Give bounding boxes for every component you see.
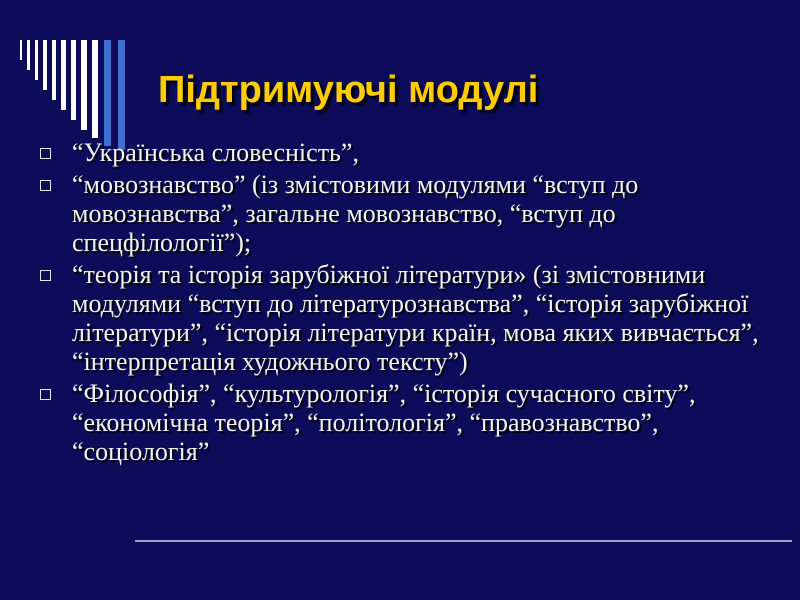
bullet-list	[40, 138, 780, 469]
bullet-item	[40, 379, 780, 466]
decorative-stripes	[20, 40, 140, 150]
slide-title: Підтримуючі модулі	[158, 69, 539, 111]
hollow-square-icon	[40, 180, 51, 191]
hollow-square-icon	[40, 148, 51, 159]
hollow-square-icon	[40, 270, 51, 281]
bullet-item	[40, 260, 780, 376]
bottom-divider	[135, 540, 792, 542]
bullet-text: “мовознавство” (із змістовими модулями “вступ до мовознавства”, загальне мовознавство, “вступ до спецфілології”);	[72, 170, 639, 257]
hollow-square-icon	[40, 389, 51, 400]
bullet-item	[40, 138, 780, 167]
bullet-text: “Філософія”, “культурологія”, “історія сучасного світу”, “економічна теорія”, “політологія”, “правознавство”, “соціологія”	[72, 379, 696, 466]
bullet-text: “Українська словесність”,	[72, 138, 359, 167]
bullet-item	[40, 170, 780, 257]
bullet-text: “теорія та історія зарубіжної літератури» (зі змістовними модулями “вступ до літературознавства”, “історія зарубіжної літератури”, “історія літератури країн, мова яких вивчається”, “інтерпретація художнього тексту”)	[72, 260, 759, 376]
